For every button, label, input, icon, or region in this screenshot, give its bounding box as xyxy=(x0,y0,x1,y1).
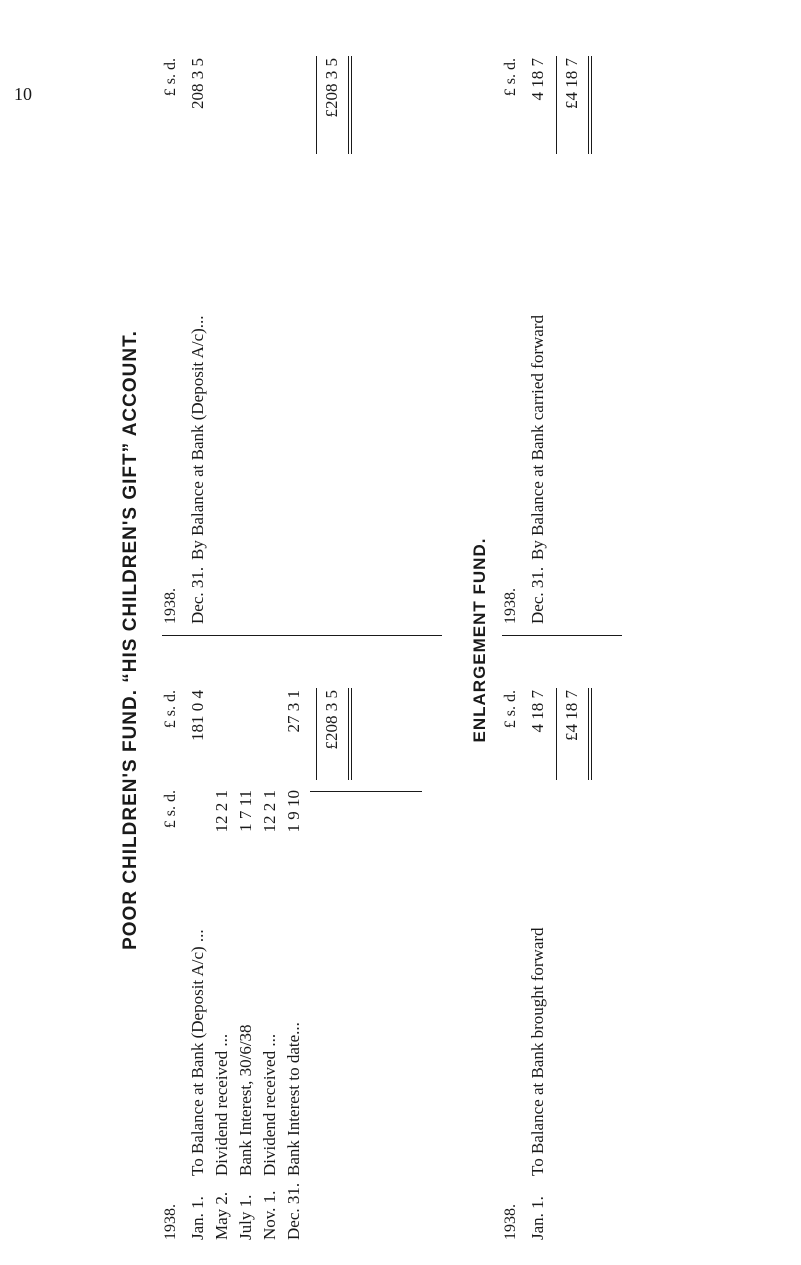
center-rule xyxy=(162,635,442,636)
entry-total: 181 0 4 xyxy=(188,690,207,741)
fund-debit-col-headers-2: £ s. d. xyxy=(162,690,179,729)
fund-debit-col-headers-1: £ s. d. xyxy=(162,790,179,829)
entry-text: By Balance at Bank (Deposit A/c)... xyxy=(188,315,207,560)
entry-date: July 1. xyxy=(236,1194,255,1240)
total-rule-bottom-double xyxy=(351,688,352,780)
ledger-row xyxy=(236,1024,256,1240)
entry-date: May 2. xyxy=(212,1191,231,1240)
total-rule-bottom-double xyxy=(591,688,592,780)
entry-text: Dividend received xyxy=(212,1050,231,1176)
total-rule-bottom xyxy=(588,688,589,780)
entry-amount: 4 18 7 xyxy=(528,690,547,733)
total-rule-bottom xyxy=(588,56,589,154)
total-rule-bottom-double xyxy=(591,56,592,154)
enlargement-credit-year: 1938. xyxy=(502,588,519,624)
entry-text: Bank Interest, 30/6/38 xyxy=(236,1024,255,1176)
entry-dots: ... xyxy=(212,1033,231,1047)
entry-date: Dec. 31. xyxy=(284,1182,303,1240)
entry-text: Dividend received xyxy=(260,1050,279,1176)
total-rule-top xyxy=(556,688,557,780)
entry-text: To Balance at Bank (Deposit A/c) xyxy=(188,946,207,1176)
fund-credit-col-headers: £ s. d. xyxy=(162,58,179,97)
entry-amount: 208 3 5 xyxy=(188,58,207,109)
entry-date: Jan. 1. xyxy=(528,1196,547,1240)
ledger-row xyxy=(260,1034,280,1240)
entry-text: Bank Interest to date... xyxy=(284,1022,303,1176)
total-rule-top xyxy=(556,56,557,154)
entry-dots: ... xyxy=(260,1033,279,1047)
ledger-row xyxy=(284,1022,304,1240)
enlargement-credit-col-headers: £ s. d. xyxy=(502,58,519,97)
fund-debit-year: 1938. xyxy=(162,1204,179,1240)
ledger-row xyxy=(528,927,548,1240)
fund-title: POOR CHILDREN'S FUND. “HIS CHILDREN'S GIFT” ACCOUNT. xyxy=(120,330,141,950)
total-rule-top xyxy=(316,56,317,154)
total-rule-bottom xyxy=(348,56,349,154)
entry-amount: 1 9 10 xyxy=(284,790,303,833)
entry-date: Dec. 31. xyxy=(188,566,207,624)
entry-date: Nov. 1. xyxy=(260,1190,279,1240)
center-rule xyxy=(502,635,622,636)
fund-subtotal: 27 3 1 xyxy=(284,690,303,733)
entry-amount: 1 7 11 xyxy=(236,790,255,832)
entry-dots: ... xyxy=(188,929,207,943)
entry-text: By Balance at Bank carried forward xyxy=(528,315,547,560)
entry-amount: 12 2 1 xyxy=(260,790,279,833)
total-rule-top xyxy=(316,688,317,780)
entry-date: Dec. 31. xyxy=(528,566,547,624)
enlargement-fund-title: ENLARGEMENT FUND. xyxy=(470,537,489,743)
entry-date: Jan. 1. xyxy=(188,1196,207,1240)
fund-debit-side xyxy=(162,640,442,1240)
ledger-row xyxy=(188,315,208,624)
page-number: 10 xyxy=(14,84,32,104)
ledger-row xyxy=(528,315,548,624)
rotated-ledger-sheet xyxy=(120,40,680,1240)
fund-credit-side xyxy=(162,40,442,624)
ledger-row xyxy=(212,1034,232,1240)
entry-text: To Balance at Bank brought forward xyxy=(528,927,547,1176)
total-rule-bottom-double xyxy=(351,56,352,154)
fund-credit-year: 1938. xyxy=(162,588,179,624)
enlargement-credit-side xyxy=(502,40,672,624)
entry-amount: 12 2 1 xyxy=(212,790,231,833)
fund-debit-grand-total: £208 3 5 xyxy=(322,690,341,750)
fund-credit-grand-total: £208 3 5 xyxy=(322,58,341,118)
enlargement-credit-grand-total: £4 18 7 xyxy=(562,58,581,109)
column-rule xyxy=(310,791,422,792)
enlargement-debit-grand-total: £4 18 7 xyxy=(562,690,581,741)
ledger-row xyxy=(188,929,208,1240)
total-rule-bottom xyxy=(348,688,349,780)
entry-amount: 4 18 7 xyxy=(528,58,547,101)
enlargement-debit-side xyxy=(502,640,672,1240)
enlargement-debit-col-headers: £ s. d. xyxy=(502,690,519,729)
enlargement-debit-year: 1938. xyxy=(502,1204,519,1240)
